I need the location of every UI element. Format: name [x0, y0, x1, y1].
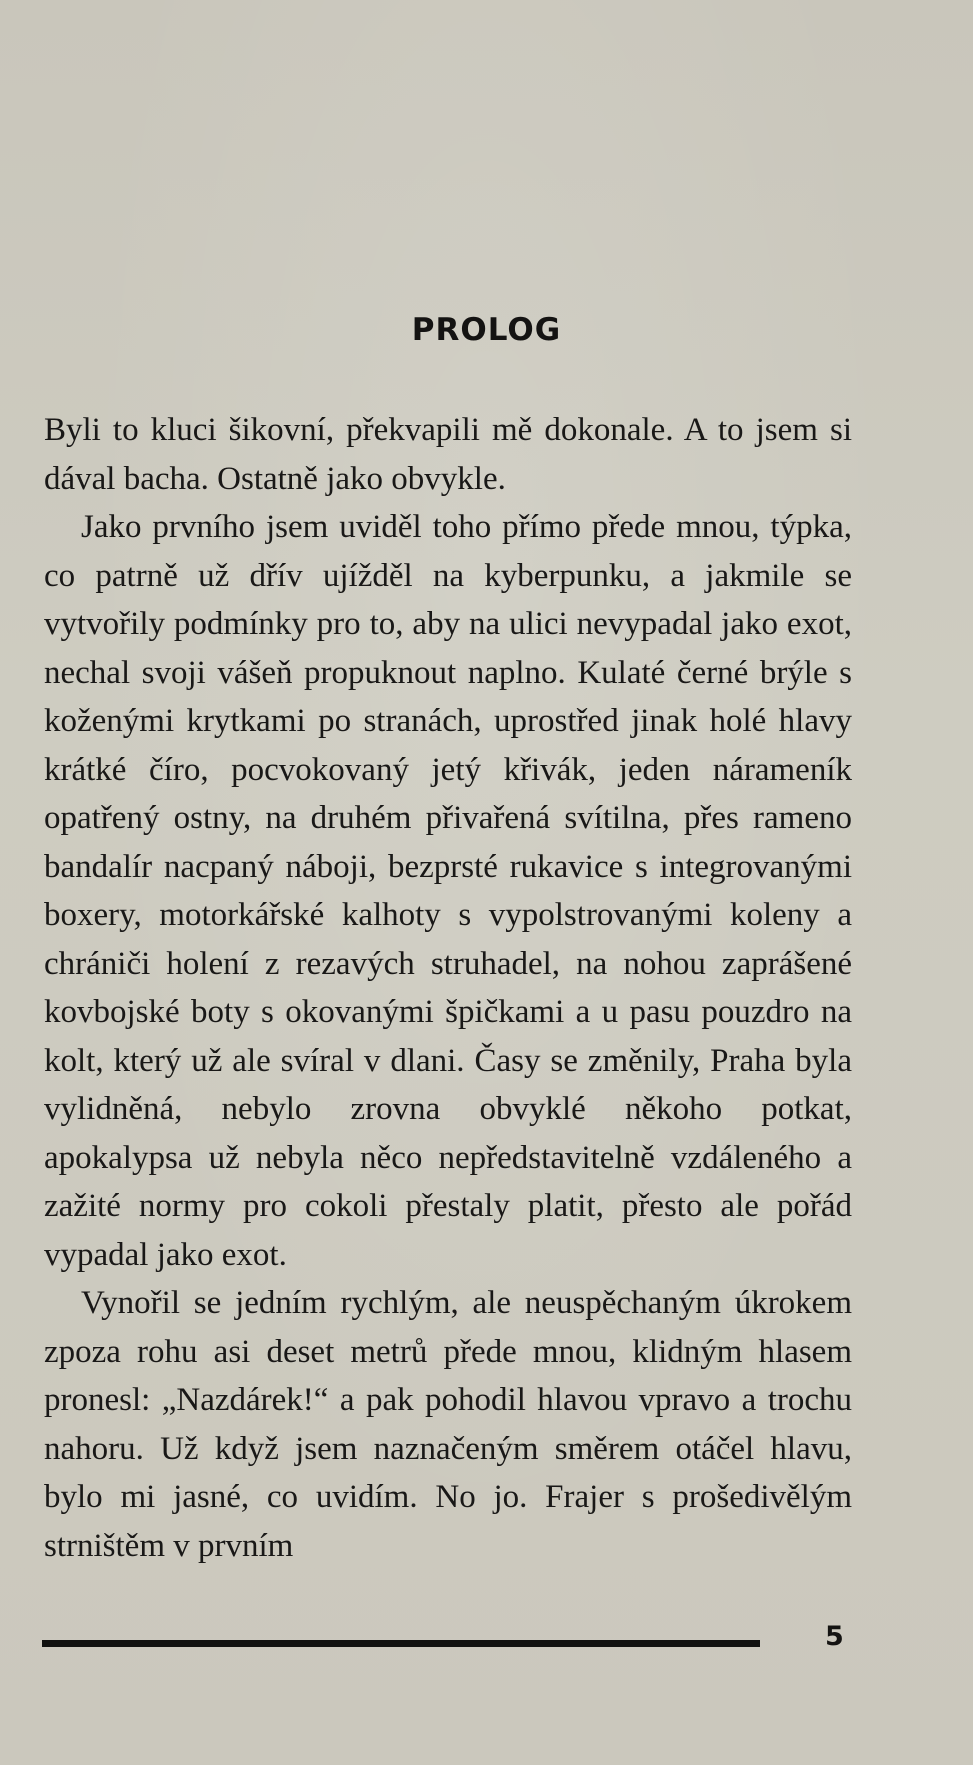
- paragraph: Jako prvního jsem uviděl toho přímo přede mnou, týpka, co patrně už dřív ujížděl na kyberpunku, a jakmile se vytvořily podmínky pro to, aby na ulici nevypadal jako exot, nechal svoji vášeň propuknout naplno. Kulaté černé brýle s koženými krytkami po stranách, uprostřed jinak holé hlavy krátké číro, pocvokovaný jetý křivák, jeden nárameník opatřený ostny, na druhém přivařená svítilna, přes rameno bandalír nacpaný náboji, bezprsté rukavice s integrovanými boxery, motorkářské kalhoty s vypolstrovanými koleny a chrániči holení z rezavých struhadel, na nohou zaprášené kovbojské boty s okovanými špičkami a u pasu pouzdro na kolt, který už ale svíral v dlani. Časy se změnily, Praha byla vylidněná, nebylo zrovna obvyklé někoho potkat, apokalypsa už nebyla něco nepředstavitelně vzdáleného a zažité normy pro cokoli přestaly platit, přesto ale pořád vypadal jako exot.: [44, 509, 852, 1273]
- body-text: [44, 406, 852, 1570]
- paragraph: Byli to kluci šikovní, překvapili mě dokonale. A to jsem si dával bacha. Ostatně jako obvykle.: [44, 412, 852, 497]
- footer-rule: [42, 1640, 760, 1647]
- chapter-title: PROLOG: [411, 312, 562, 348]
- paragraph: Vynořil se jedním rychlým, ale neuspěchaným úkrokem zpoza rohu asi deset metrů přede mnou, klidným hlasem pronesl: „Nazdárek!“ a pak pohodil hlavou vpravo a trochu nahoru. Už když jsem naznačeným směrem otáčel hlavu, bylo mi jasné, co uvidím. No jo. Frajer s prošedivělým strništěm v prvním: [44, 1285, 852, 1564]
- page-number: 5: [825, 1621, 844, 1652]
